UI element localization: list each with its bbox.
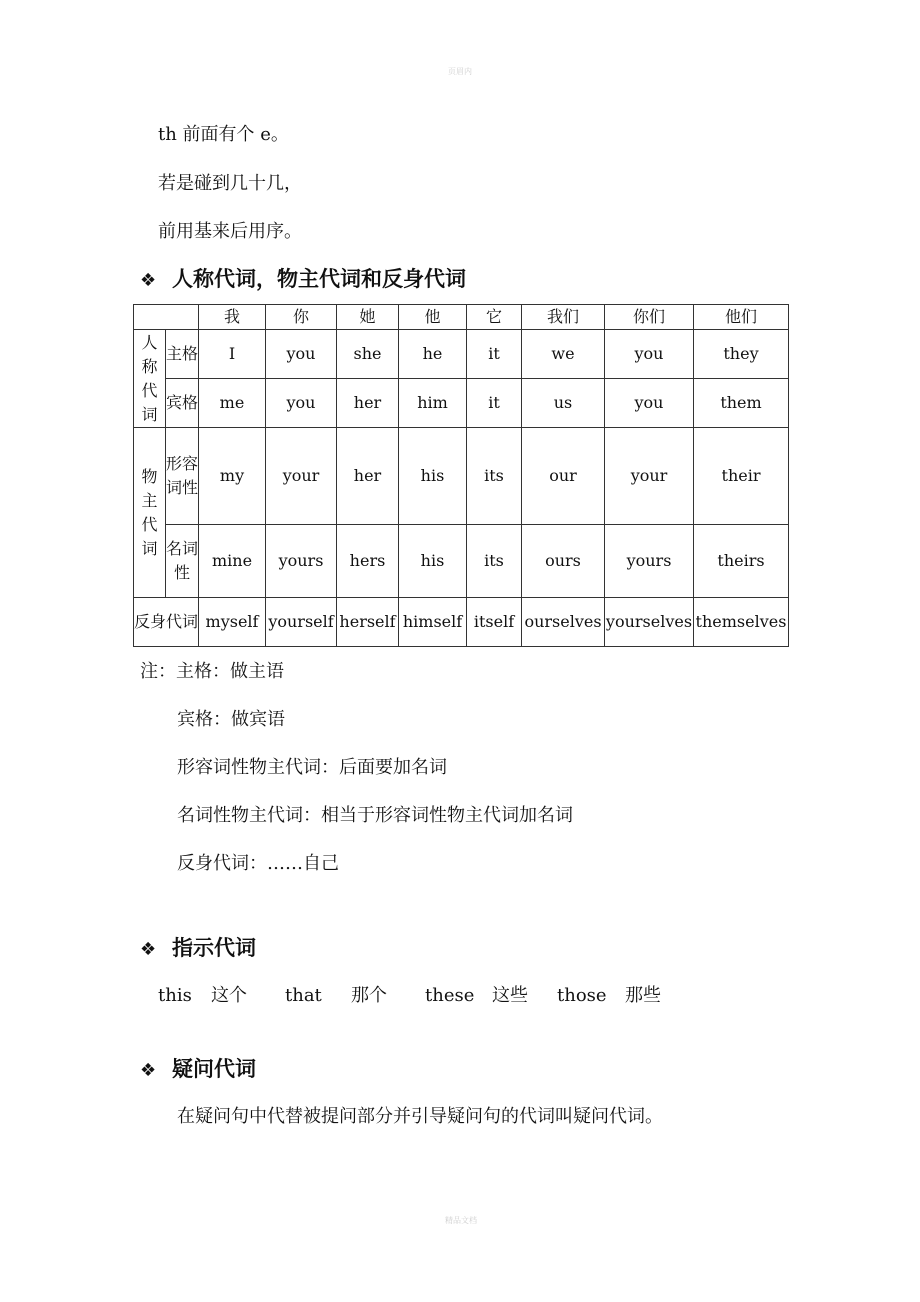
demonstrative-en: those — [557, 985, 607, 1006]
intro-line-3: 前用基来后用序。 — [158, 221, 302, 242]
row-label-subject: 主格 — [166, 330, 199, 379]
table-header-cell: 他们 — [694, 305, 789, 330]
table-cell: I — [199, 330, 266, 379]
section-title: 人称代词，物主代词和反身代词 — [172, 267, 466, 291]
note-line-4: 名词性物主代词：相当于形容词性物主代词加名词 — [177, 805, 573, 826]
table-header-cell: 它 — [467, 305, 522, 330]
table-cell: yourself — [266, 598, 337, 647]
table-cell: theirs — [694, 525, 789, 598]
table-cell: you — [266, 379, 337, 428]
pronoun-table — [133, 304, 789, 647]
table-cell: he — [399, 330, 467, 379]
group-label-possessive: 物主代词 — [134, 428, 166, 598]
intro-line-2: 若是碰到几十几， — [158, 173, 302, 194]
diamond-bullet-icon: ❖ — [140, 270, 157, 291]
table-cell: our — [522, 428, 605, 525]
table-cell: us — [522, 379, 605, 428]
table-cell: we — [522, 330, 605, 379]
table-header-cell: 你们 — [605, 305, 694, 330]
table-cell: yourselves — [605, 598, 694, 647]
table-header-cell: 我们 — [522, 305, 605, 330]
table-cell: my — [199, 428, 266, 525]
table-cell: me — [199, 379, 266, 428]
header-watermark: 页眉内 — [448, 67, 472, 76]
note-line-2: 宾格：做宾语 — [177, 709, 285, 730]
table-header-row — [134, 305, 789, 330]
table-cell: you — [266, 330, 337, 379]
table-cell: myself — [199, 598, 266, 647]
section-heading-pronouns — [140, 265, 466, 295]
row-label-noun-possessive: 名词性 — [166, 525, 199, 598]
demonstrative-en: that — [285, 985, 322, 1006]
table-row-adj-possessive — [134, 428, 789, 525]
table-cell: her — [337, 379, 399, 428]
row-label-adj-possessive: 形容词性 — [166, 428, 199, 525]
demonstrative-zh: 这个 — [211, 985, 247, 1006]
demonstrative-list — [158, 984, 661, 1008]
table-cell: him — [399, 379, 467, 428]
diamond-bullet-icon: ❖ — [140, 1060, 157, 1081]
table-cell: her — [337, 428, 399, 525]
table-cell: you — [605, 330, 694, 379]
table-cell: himself — [399, 598, 467, 647]
table-cell: yours — [266, 525, 337, 598]
table-row-object — [134, 379, 789, 428]
table-cell: she — [337, 330, 399, 379]
table-cell: his — [399, 525, 467, 598]
table-cell: ours — [522, 525, 605, 598]
diamond-bullet-icon: ❖ — [140, 939, 157, 960]
table-cell: it — [467, 330, 522, 379]
table-cell: it — [467, 379, 522, 428]
table-cell: ourselves — [522, 598, 605, 647]
table-header-cell: 你 — [266, 305, 337, 330]
demonstrative-en: this — [158, 985, 192, 1006]
table-cell: them — [694, 379, 789, 428]
group-label-personal: 人称代词 — [134, 330, 166, 428]
note-line-5: 反身代词：……自己 — [177, 853, 339, 874]
table-cell: their — [694, 428, 789, 525]
note-line-1: 注：主格：做主语 — [140, 661, 284, 682]
interrogative-description: 在疑问句中代替被提问部分并引导疑问句的代词叫疑问代词。 — [177, 1106, 663, 1127]
table-cell: they — [694, 330, 789, 379]
intro-line-1: th 前面有个 e。 — [158, 124, 289, 145]
demonstrative-zh: 这些 — [492, 985, 528, 1006]
table-cell: herself — [337, 598, 399, 647]
table-cell: hers — [337, 525, 399, 598]
table-cell: your — [266, 428, 337, 525]
note-line-3: 形容词性物主代词：后面要加名词 — [177, 757, 447, 778]
table-row-noun-possessive — [134, 525, 789, 598]
demonstrative-zh: 那个 — [351, 985, 387, 1006]
demonstrative-zh: 那些 — [625, 985, 661, 1006]
table-cell: his — [399, 428, 467, 525]
section-title: 指示代词 — [172, 936, 256, 960]
section-title: 疑问代词 — [172, 1057, 256, 1081]
footer-watermark: 精品文档 — [445, 1216, 477, 1225]
table-row-subject — [134, 330, 789, 379]
table-cell: its — [467, 525, 522, 598]
table-cell: your — [605, 428, 694, 525]
section-heading-interrogative — [140, 1055, 256, 1085]
table-header-cell: 他 — [399, 305, 467, 330]
table-header-cell: 我 — [199, 305, 266, 330]
demonstrative-en: these — [425, 985, 475, 1006]
table-cell: itself — [467, 598, 522, 647]
table-cell: its — [467, 428, 522, 525]
section-heading-demonstrative — [140, 934, 256, 964]
row-label-object: 宾格 — [166, 379, 199, 428]
table-row-reflexive — [134, 598, 789, 647]
table-cell: yours — [605, 525, 694, 598]
table-cell: mine — [199, 525, 266, 598]
row-label-reflexive: 反身代词 — [134, 598, 199, 647]
table-cell: you — [605, 379, 694, 428]
table-header-cell: 她 — [337, 305, 399, 330]
table-corner-cell — [134, 305, 199, 330]
table-cell: themselves — [694, 598, 789, 647]
